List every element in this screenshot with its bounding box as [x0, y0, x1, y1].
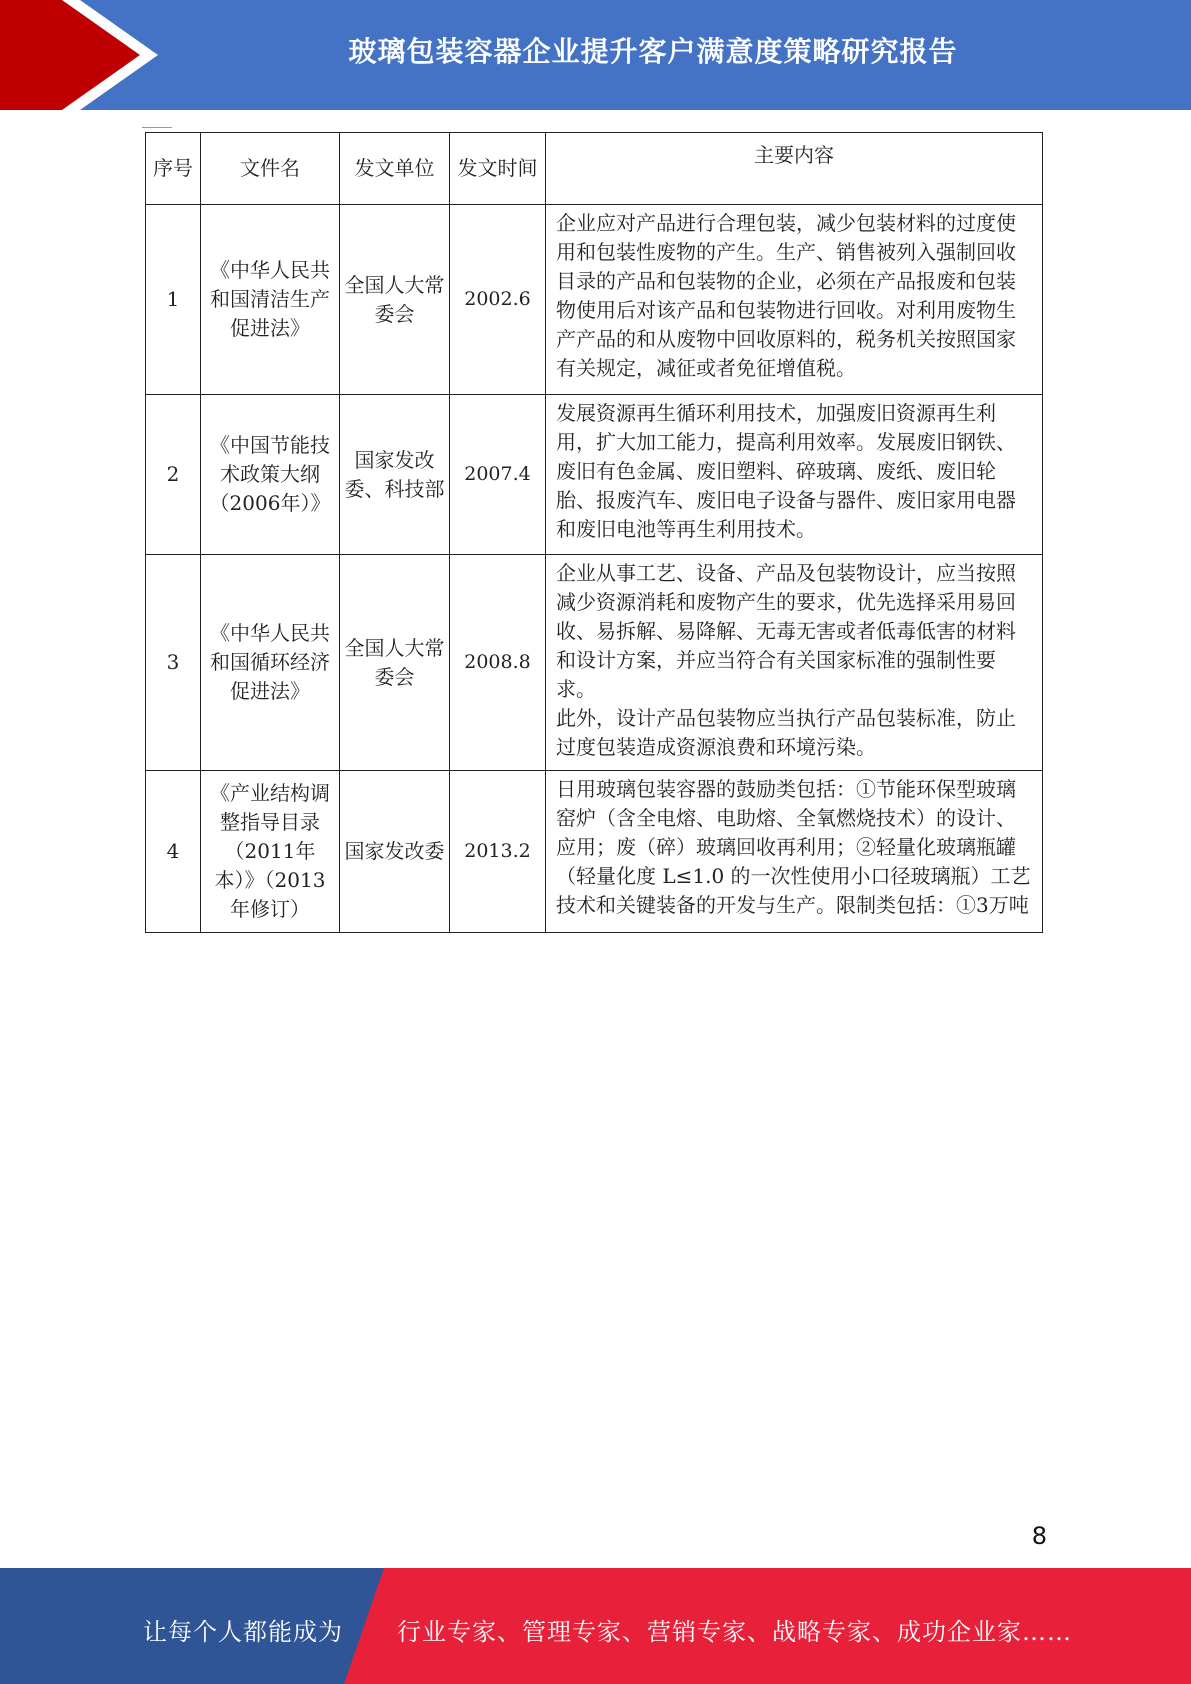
footer-slogan-right: 行业专家、管理专家、营销专家、战略专家、成功企业家……: [397, 1618, 1072, 1646]
header-title: 玻璃包装容器企业提升客户满意度策略研究报告: [348, 35, 958, 68]
row-date: 2008.8: [450, 555, 546, 771]
row-date: 2007.4: [450, 395, 546, 555]
table-corner-mark: [142, 127, 172, 128]
header-arrow-icon: [0, 0, 180, 110]
table-row: [146, 205, 1043, 395]
row-content: 发展资源再生循环利用技术，加强废旧资源再生利用，扩大加工能力，提高利用效率。发展废旧钢铁、废旧有色金属、废旧塑料、碎玻璃、废纸、废旧轮胎、报废汽车、废旧电子设备与器件、废旧家用电器和废旧电池等再生利用技术。: [546, 395, 1043, 555]
table-row: [146, 555, 1043, 771]
header-date: 发文时间: [450, 133, 546, 205]
header-content: 主要内容: [546, 133, 1043, 205]
table-row: [146, 771, 1043, 933]
row-content-para-1: 企业从事工艺、设备、产品及包装物设计，应当按照减少资源消耗和废物产生的要求，优先选择采用易回收、易拆解、易降解、无毒无害或者低毒低害的材料和设计方案，并应当符合有关国家标准的强制性要求。: [556, 561, 1016, 701]
row-issuer: 国家发改委、科技部: [340, 395, 450, 555]
header-issuer: 发文单位: [340, 133, 450, 205]
footer-slogan-left: 让每个人都能成为: [143, 1618, 343, 1646]
row-no: 4: [146, 771, 201, 933]
page-header: [0, 0, 1191, 110]
page-number: 8: [1031, 1522, 1047, 1550]
row-no: 2: [146, 395, 201, 555]
policy-table-wrapper: [145, 132, 1042, 933]
row-no: 1: [146, 205, 201, 395]
row-name: 《中华人民共和国循环经济促进法》: [201, 555, 340, 771]
page-footer: [0, 1568, 1191, 1684]
row-date: 2013.2: [450, 771, 546, 933]
row-issuer: 全国人大常委会: [340, 205, 450, 395]
row-name: 《中华人民共和国清洁生产促进法》: [201, 205, 340, 395]
header-name: 文件名: [201, 133, 340, 205]
header-no: 序号: [146, 133, 201, 205]
row-date: 2002.6: [450, 205, 546, 395]
row-name: 《产业结构调整指导目录（2011年本）》（2013年修订）: [201, 771, 340, 933]
table-row: [146, 395, 1043, 555]
row-content: [546, 555, 1043, 771]
table-header-row: [146, 133, 1043, 205]
row-content-para-2: 此外，设计产品包装物应当执行产品包装标准，防止过度包装造成资源浪费和环境污染。: [556, 706, 1016, 759]
row-content: 日用玻璃包装容器的鼓励类包括：①节能环保型玻璃窑炉（含全电熔、电助熔、全氧燃烧技术）的设计、应用；废（碎）玻璃回收再利用；②轻量化玻璃瓶罐（轻量化度 L≤1.0 的一次性使用小口径玻璃瓶）工艺技术和关键装备的开发与生产。限制类包括：①3万吨: [546, 771, 1043, 933]
row-name: 《中国节能技术政策大纲（2006年）》: [201, 395, 340, 555]
row-no: 3: [146, 555, 201, 771]
row-content: 企业应对产品进行合理包装，减少包装材料的过度使用和包装性废物的产生。生产、销售被列入强制回收目录的产品和包装物的企业，必须在产品报废和包装物使用后对该产品和包装物进行回收。对利用废物生产产品的和从废物中回收原料的，税务机关按照国家有关规定，减征或者免征增值税。: [546, 205, 1043, 395]
row-issuer: 国家发改委: [340, 771, 450, 933]
policy-table: [145, 132, 1043, 933]
row-issuer: 全国人大常委会: [340, 555, 450, 771]
